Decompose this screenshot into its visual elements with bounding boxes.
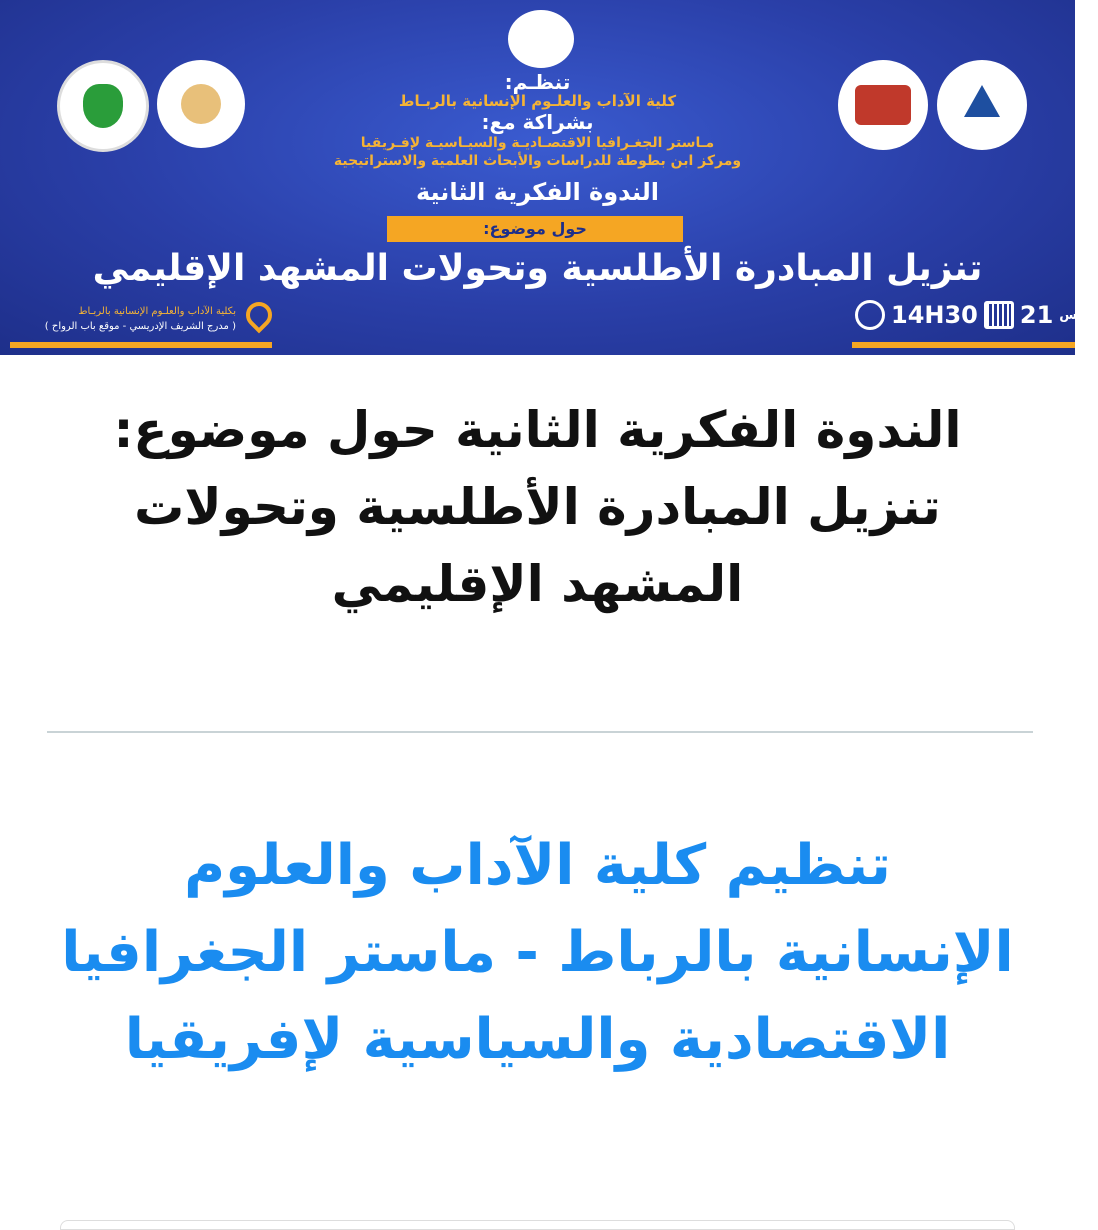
university-logo xyxy=(508,10,574,68)
event-banner xyxy=(0,0,1098,355)
seminar-label: الندوة الفكرية الثانية xyxy=(415,178,660,206)
calendar-icon xyxy=(984,301,1014,329)
event-time: 14H30 xyxy=(891,301,978,329)
event-datetime xyxy=(855,300,1098,330)
partner-2: ومركز ابن بطوطة للدراسات والأبحاث العلمية والاستراتيجية xyxy=(333,153,742,169)
partnership-label: بشراكة مع: xyxy=(481,110,594,134)
event-day: 21 xyxy=(1019,301,1054,329)
organizer: كلية الآداب والعلـوم الإنسانية بالربـاط xyxy=(398,92,677,110)
venue-line-1: بكلية الآداب والعلـوم الإنسانية بالربـاط xyxy=(78,306,236,317)
divider xyxy=(47,731,1033,733)
organizes-label: تنظـم: xyxy=(504,70,571,94)
clock-icon xyxy=(855,300,885,330)
partner-1: مـاستر الجغـرافيا الاقتصـاديـة والسيـاسيـة لإفـريقيا xyxy=(360,135,715,151)
accent-bar-left xyxy=(10,342,272,348)
article-title: الندوة الفكرية الثانية حول موضوع: تنزيل المبادرة الأطلسية وتحولات المشهد الإقليمي xyxy=(113,401,962,613)
topic-label: حول موضوع: xyxy=(387,216,683,242)
event-month: مارس xyxy=(1059,307,1098,323)
accent-bar-right xyxy=(852,342,1075,348)
location-pin-icon xyxy=(241,297,278,334)
organizers-heading: تنظيم كلية الآداب والعلوم الإنسانية بالرباط - ماستر الجغرافيا الاقتصادية والسياسية لإفريقيا xyxy=(61,833,1014,1072)
venue-line-2: ( مدرج الشريف الإدريسي - موقع باب الرواح ) xyxy=(44,321,236,332)
next-card xyxy=(60,1220,1015,1230)
venue xyxy=(8,304,236,334)
banner-topic: تنزيل المبادرة الأطلسية وتحولات المشهد الإقليمي xyxy=(92,248,983,289)
